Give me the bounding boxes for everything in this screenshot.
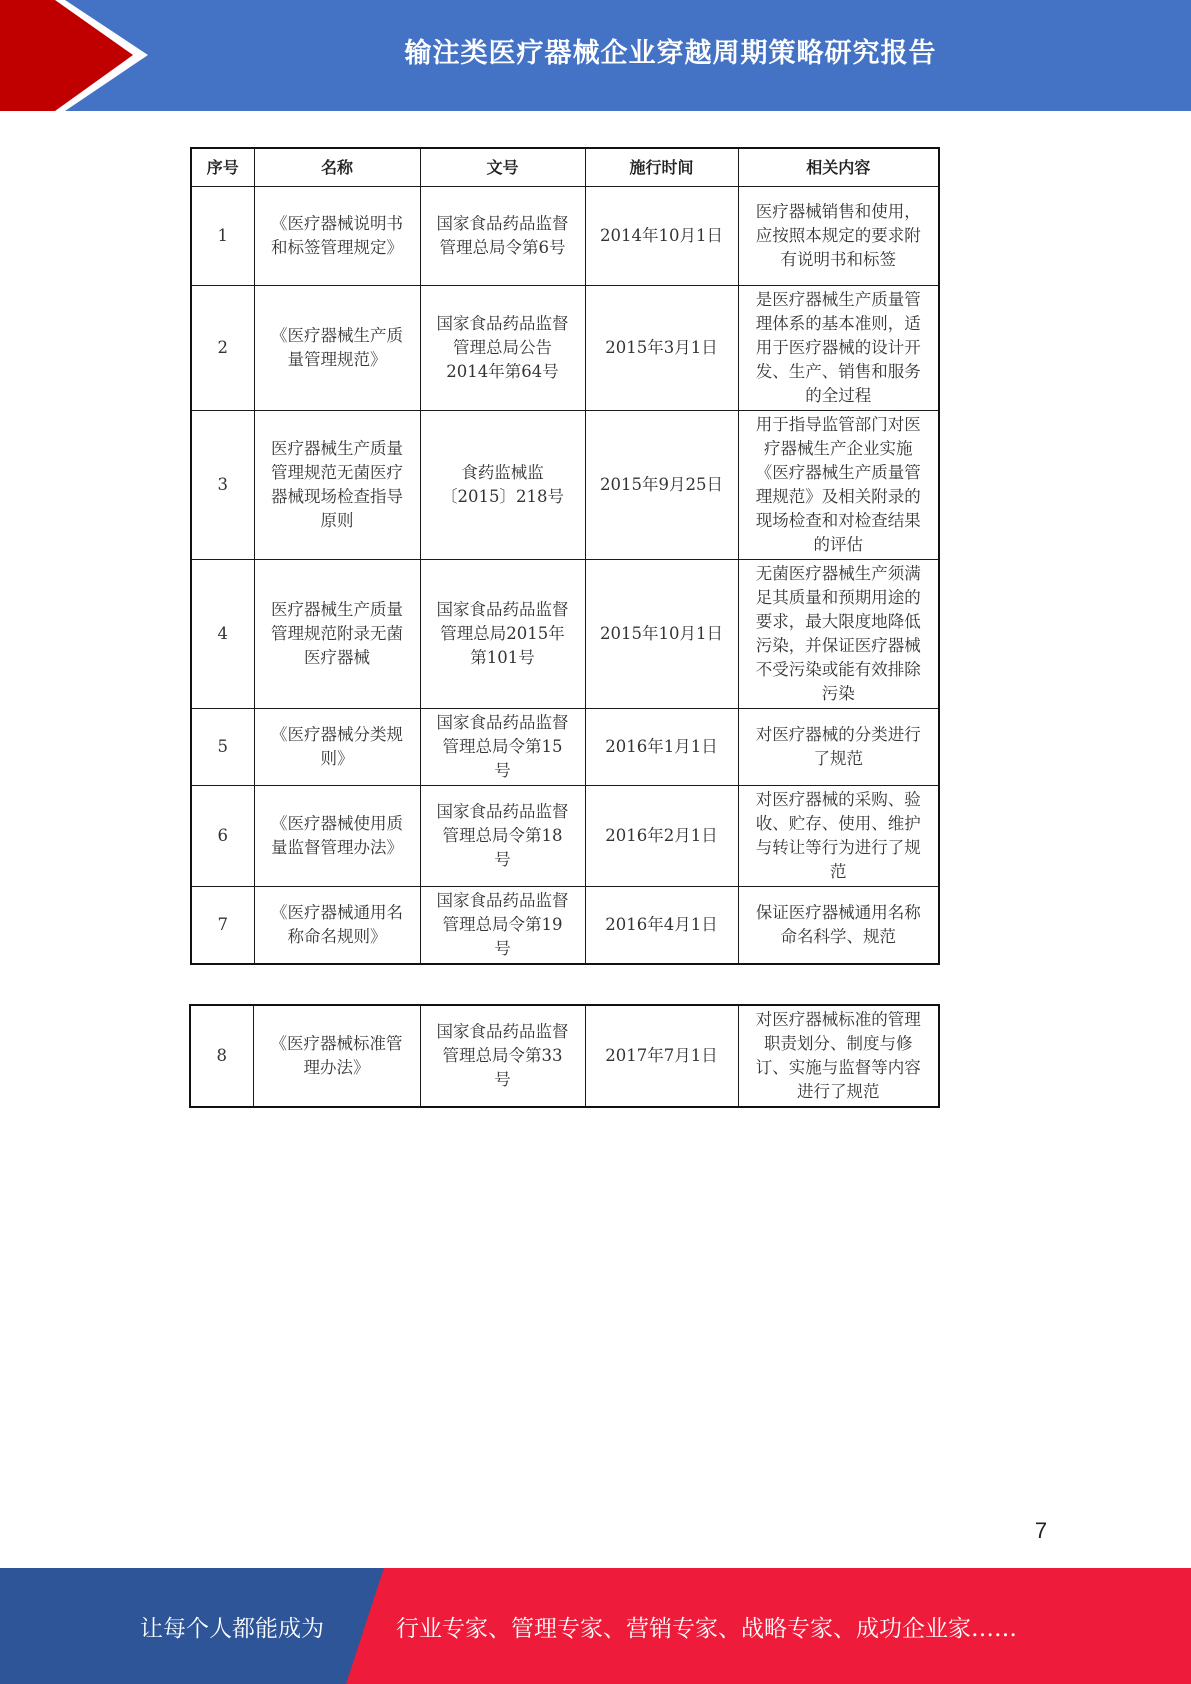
table-row xyxy=(191,786,939,887)
related-content: 对医疗器械标准的管理职责划分、制度与修订、实施与监督等内容进行了规范 xyxy=(738,1005,939,1107)
column-header-content: 相关内容 xyxy=(738,148,939,187)
related-content: 医疗器械销售和使用，应按照本规定的要求附有说明书和标签 xyxy=(738,187,939,286)
row-number: 5 xyxy=(191,709,254,786)
document-number: 国家食品药品监督管理总局令第6号 xyxy=(420,187,585,286)
related-content: 保证医疗器械通用名称命名科学、规范 xyxy=(738,887,939,965)
related-content: 无菌医疗器械生产须满足其质量和预期用途的要求，最大限度地降低污染，并保证医疗器械不受污染或能有效排除污染 xyxy=(738,560,939,709)
table-row xyxy=(191,709,939,786)
column-header-no: 序号 xyxy=(191,148,254,187)
document-number: 国家食品药品监督管理总局令第15号 xyxy=(420,709,585,786)
row-number: 1 xyxy=(191,187,254,286)
row-number: 7 xyxy=(191,887,254,965)
report-title: 输注类医疗器械企业穿越周期策略研究报告 xyxy=(404,37,937,69)
regulation-table-continued xyxy=(189,1004,940,1108)
table-row xyxy=(191,560,939,709)
regulation-name: 《医疗器械生产质量管理规范》 xyxy=(254,286,420,411)
table-header-row xyxy=(191,148,939,187)
regulation-name: 《医疗器械使用质量监督管理办法》 xyxy=(254,786,420,887)
column-header-date: 施行时间 xyxy=(585,148,738,187)
table-row xyxy=(191,411,939,560)
row-number: 6 xyxy=(191,786,254,887)
row-number: 3 xyxy=(191,411,254,560)
related-content: 对医疗器械的采购、验收、贮存、使用、维护与转让等行为进行了规范 xyxy=(738,786,939,887)
effective-date: 2015年9月25日 xyxy=(585,411,738,560)
footer-slogan-left: 让每个人都能成为 xyxy=(140,1615,324,1642)
column-header-doc-no: 文号 xyxy=(420,148,585,187)
document-number: 食药监械监〔2015〕218号 xyxy=(420,411,585,560)
regulation-table xyxy=(190,147,940,965)
regulation-name: 医疗器械生产质量管理规范附录无菌医疗器械 xyxy=(254,560,420,709)
effective-date: 2016年4月1日 xyxy=(585,887,738,965)
regulation-name: 《医疗器械标准管理办法》 xyxy=(253,1005,420,1107)
footer-slogan-right: 行业专家、管理专家、营销专家、战略专家、成功企业家…… xyxy=(396,1615,1017,1642)
related-content: 是医疗器械生产质量管理体系的基本准则，适用于医疗器械的设计开发、生产、销售和服务的全过程 xyxy=(738,286,939,411)
row-number: 8 xyxy=(190,1005,253,1107)
row-number: 4 xyxy=(191,560,254,709)
table-row xyxy=(190,1005,939,1107)
table-row xyxy=(191,286,939,411)
document-number: 国家食品药品监督管理总局2015年第101号 xyxy=(420,560,585,709)
header-bar xyxy=(0,0,1191,111)
regulation-name: 《医疗器械说明书和标签管理规定》 xyxy=(254,187,420,286)
regulation-name: 《医疗器械通用名称命名规则》 xyxy=(254,887,420,965)
row-number: 2 xyxy=(191,286,254,411)
effective-date: 2016年2月1日 xyxy=(585,786,738,887)
footer-bar xyxy=(0,1568,1191,1684)
document-number: 国家食品药品监督管理总局令第33号 xyxy=(420,1005,585,1107)
page-number: 7 xyxy=(1034,1518,1048,1543)
effective-date: 2014年10月1日 xyxy=(585,187,738,286)
related-content: 用于指导监管部门对医疗器械生产企业实施《医疗器械生产质量管理规范》及相关附录的现场检查和对检查结果的评估 xyxy=(738,411,939,560)
arrow-red-fill xyxy=(0,0,133,111)
related-content: 对医疗器械的分类进行了规范 xyxy=(738,709,939,786)
table-row xyxy=(191,187,939,286)
effective-date: 2015年10月1日 xyxy=(585,560,738,709)
effective-date: 2017年7月1日 xyxy=(585,1005,738,1107)
table-row xyxy=(191,887,939,965)
document-number: 国家食品药品监督管理总局公告2014年第64号 xyxy=(420,286,585,411)
column-header-name: 名称 xyxy=(254,148,420,187)
effective-date: 2015年3月1日 xyxy=(585,286,738,411)
document-number: 国家食品药品监督管理总局令第19号 xyxy=(420,887,585,965)
header-arrow-decoration xyxy=(0,0,160,111)
document-number: 国家食品药品监督管理总局令第18号 xyxy=(420,786,585,887)
effective-date: 2016年1月1日 xyxy=(585,709,738,786)
regulation-name: 《医疗器械分类规则》 xyxy=(254,709,420,786)
regulation-name: 医疗器械生产质量管理规范无菌医疗器械现场检查指导原则 xyxy=(254,411,420,560)
